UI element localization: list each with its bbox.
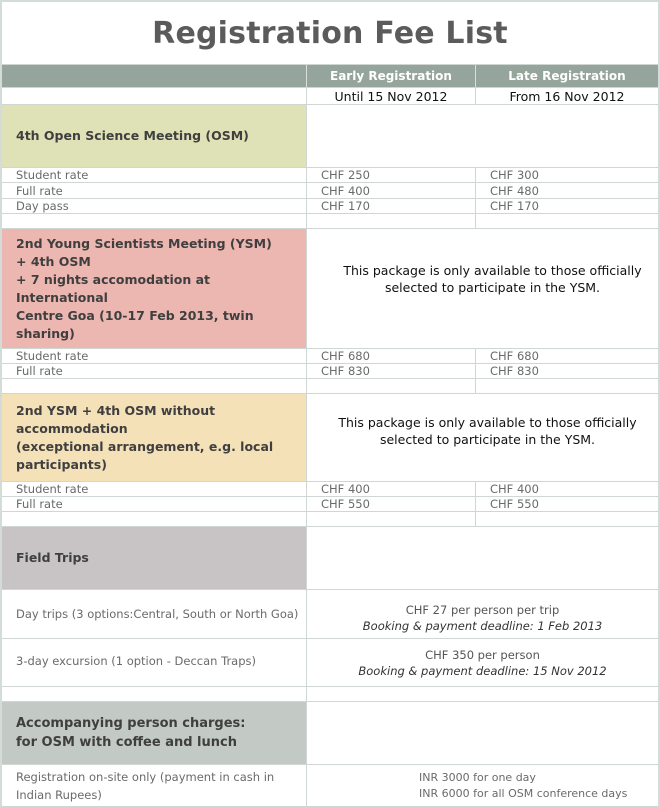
table-row: Full rate CHF 400 CHF 480 [2,183,658,199]
eligibility-note: This package is only available to those officially selected to participate in the YSM. [338,415,637,447]
section-title: Accompanying person charges: for OSM with coffee and lunch [2,702,307,764]
table-row: Student rate CHF 400 CHF 400 [2,482,658,497]
fee-all-days: INR 6000 for all OSM conference days [419,786,628,800]
eligibility-note: This package is only available to those officially selected to participate in the YSM. [343,263,642,295]
late-date: From 16 Nov 2012 [509,88,625,104]
section-title: Field Trips [2,527,307,589]
page-title: Registration Fee List [152,15,508,51]
spacer-row [2,214,658,229]
spacer-row [2,512,658,527]
table-row: Student rate CHF 250 CHF 300 [2,168,658,183]
table-row: Full rate CHF 830 CHF 830 [2,364,658,379]
column-header-row [2,64,658,88]
section-title: 4th Open Science Meeting (OSM) [2,105,307,167]
header-blank [2,65,307,87]
trip-price: CHF 27 per person per trip [405,603,560,617]
spacer-row [2,379,658,394]
section-ysm [2,229,658,349]
fee-one-day: INR 3000 for one day [419,770,536,784]
section-osm [2,105,658,168]
section-title: 2nd YSM + 4th OSM without accommodation (exceptional arrangement, e.g. local participants) [2,394,307,481]
table-row: Student rate CHF 680 CHF 680 [2,349,658,364]
trip-price: CHF 350 per person [425,647,540,662]
early-registration-header: Early Registration [307,65,476,87]
date-row [2,88,658,105]
early-date: Until 15 Nov 2012 [307,88,476,104]
spacer-row [2,687,658,702]
table-row: Day pass CHF 170 CHF 170 [2,199,658,214]
late-registration-header: Late Registration [508,69,626,83]
table-row: 3-day excursion (1 option - Deccan Traps) CHF 350 per person Booking & payment deadline: 15 Nov 2012 [2,639,658,687]
section-accompanying [2,702,658,765]
table-row: Registration on-site only (payment in cash in Indian Rupees) INR 3000 for one day INR 6000 for all OSM conference days [2,765,658,807]
section-field-trips [2,527,658,590]
section-title: 2nd Young Scientists Meeting (YSM) + 4th OSM + 7 nights accomodation at International Centre Goa (10-17 Feb 2013, twin sharing) [2,229,307,348]
table-row: Full rate CHF 550 CHF 550 [2,497,658,512]
trip-deadline: Booking & payment deadline: 1 Feb 2013 [362,619,603,633]
trip-deadline: Booking & payment deadline: 15 Nov 2012 [358,663,607,678]
section-ysm-no-accommodation [2,394,658,482]
table-row: Day trips (3 options:Central, South or North Goa) CHF 27 per person per trip Booking & payment deadline: 1 Feb 2013 [2,590,658,639]
